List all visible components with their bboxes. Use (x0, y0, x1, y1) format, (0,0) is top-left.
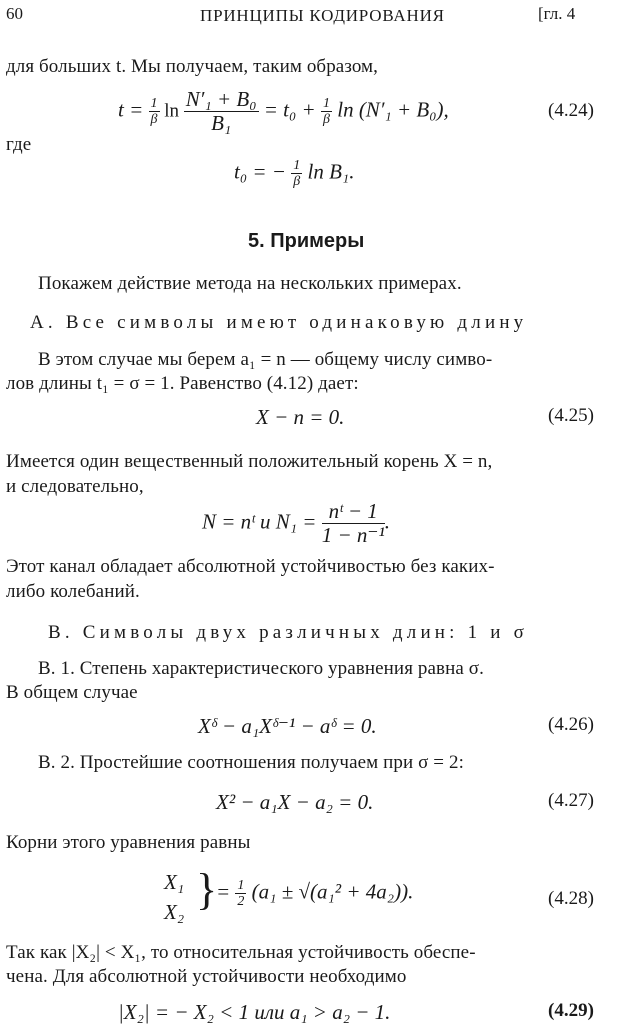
denominator: 1 − n⁻¹ (321, 523, 385, 548)
denominator: β (293, 174, 301, 190)
equation-n (202, 500, 390, 547)
equation-4-28-x2: X₂ (164, 900, 185, 924)
equation-number: (4.24) (548, 100, 594, 121)
paragraph-text: В общем случае (6, 682, 138, 703)
paragraph-text: Корни этого уравнения равны (6, 832, 251, 853)
paragraph-text: B. 2. Простейшие соотношения получаем при σ = 2: (38, 752, 464, 773)
paragraph-text: чена. Для абсолютной устойчивости необходимо (6, 966, 407, 987)
equation-number: (4.28) (548, 888, 594, 909)
fraction (321, 96, 332, 128)
equation-term: N = nᵗ и N₁ = (202, 509, 322, 534)
right-brace: } (196, 865, 218, 914)
equation-4-24 (118, 88, 449, 135)
equation-number: (4.29) (548, 1000, 594, 1021)
numerator: 1 (150, 95, 158, 111)
numerator: 1 (237, 878, 245, 893)
paragraph-text: Так как |X₂| < X₁, то относительная устойчивость обеспе- (6, 942, 476, 963)
denominator: B₁ (211, 111, 232, 136)
equation-t0 (234, 158, 354, 190)
equation-term: (a₁ ± √(a₁² + 4a₂)). (246, 879, 414, 904)
subsection-heading: А. Все символы имеют одинаковую длину (30, 312, 528, 333)
equation-number: (4.25) (548, 405, 594, 426)
paragraph-text: Имеется один вещественный положительный корень X = n, (6, 451, 493, 472)
paragraph-text: Покажем действие метода на нескольких примерах. (38, 273, 462, 294)
equation-4-28 (216, 878, 413, 910)
numerator: 1 (293, 158, 301, 173)
fraction (322, 500, 385, 547)
equation-4-29: |X₂| = − X₂ < 1 или a₁ > a₂ − 1. (118, 1000, 391, 1024)
page-number: 60 (6, 4, 23, 23)
section-heading: 5. Примеры (248, 230, 365, 252)
denominator: 2 (237, 894, 245, 910)
equation-4-25: X − n = 0. (256, 405, 345, 429)
chapter-label: [гл. 4 (538, 4, 576, 23)
paragraph-text: и следовательно, (6, 476, 144, 497)
equation-term: t₀ = − (234, 159, 292, 184)
paragraph-text: Этот канал обладает абсолютной устойчивостью без каких- (6, 556, 495, 577)
numerator: 1 (322, 95, 330, 111)
equation-term: ln B₁. (302, 159, 355, 184)
equation-term: = t₀ + (258, 97, 321, 122)
equation-term: t = (118, 97, 149, 122)
running-title: ПРИНЦИПЫ КОДИРОВАНИЯ (200, 6, 445, 25)
equation-4-27: X² − a₁X − a₂ = 0. (216, 790, 374, 814)
denominator: β (150, 112, 158, 128)
paragraph-text: где (6, 134, 32, 155)
paragraph-text: лов длины t₁ = σ = 1. Равенство (4.12) дает: (6, 373, 359, 394)
paragraph-text: B. 1. Степень характеристического уравнения равна σ. (38, 658, 484, 679)
paragraph-text: В этом случае мы берем a₁ = n — общему числу симво- (38, 349, 493, 370)
fraction (184, 88, 259, 135)
subsection-heading: B. Символы двух различных длин: 1 и σ (48, 622, 529, 643)
paragraph-text: для больших t. Мы получаем, таким образом, (6, 56, 379, 77)
equation-4-26: Xᵟ − a₁Xᵟ⁻¹ − aᵟ = 0. (198, 714, 377, 738)
numerator: nᵗ − 1 (322, 500, 385, 524)
equation-4-28-x1: X₁ (164, 870, 185, 894)
denominator: β (322, 112, 330, 128)
fraction (149, 96, 160, 128)
numerator: N′₁ + B₀ (185, 87, 257, 111)
paragraph-text: либо колебаний. (6, 581, 140, 602)
equation-number: (4.27) (548, 790, 594, 811)
equation-term: = (216, 879, 236, 904)
equation-term: . (384, 509, 390, 534)
equation-term: ln (N′₁ + B₀), (331, 97, 449, 122)
fraction (235, 878, 246, 910)
equation-term: ln (159, 100, 184, 122)
fraction (291, 158, 302, 190)
equation-number: (4.26) (548, 714, 594, 735)
